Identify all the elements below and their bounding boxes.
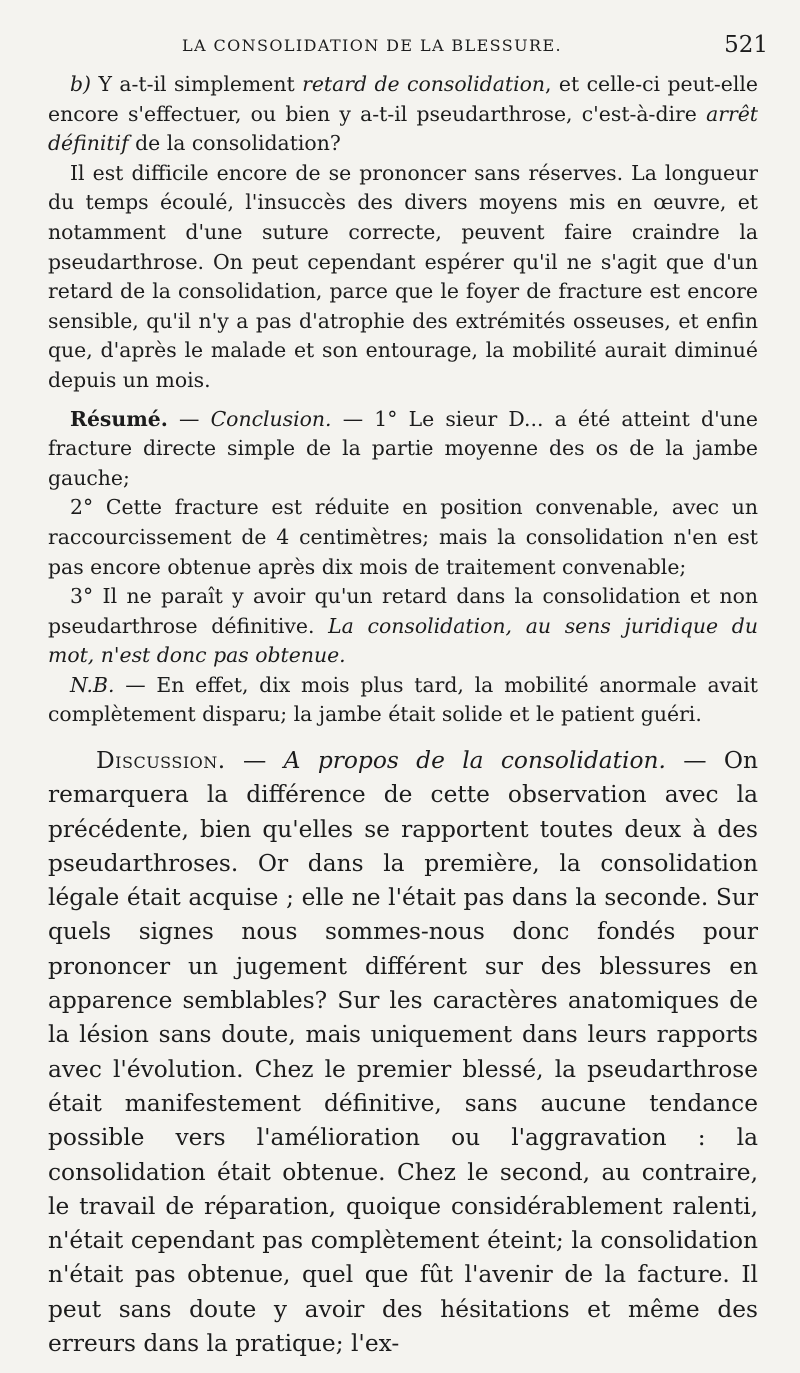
observation-block (48, 70, 758, 730)
page-number: 521 (724, 32, 768, 58)
page-header (48, 32, 768, 62)
paragraph-b: b) Y a-t-il simplement retard de consolidation, et celle-ci peut-elle encore s'effectuer, ou bien y a-t-il pseudarthrose, c'est-à-dire arrêt définitif de la consolidation? (48, 72, 758, 156)
paragraph-difficile: Il est difficile encore de se prononcer sans réserves. La longueur du temps écoulé, l'insuccès des divers moyens mis en œuvre, et notamment d'une suture correcte, peuvent faire craindre la pseudarthrose. On peut cependant espérer qu'il ne s'agit que d'un retard de la consolidation, parce que le foyer de fracture est encore sensible, qu'il n'y a pas d'atrophie des extrémités osseuses, et enfin que, d'après le malade et son entourage, la mobilité aurait diminué depuis un mois. (48, 160, 758, 392)
discussion-subtitle: A propos de la consolidation. (283, 747, 666, 774)
item-label: b) (70, 72, 92, 96)
point-1: 1° Le sieur D... a été atteint d'une fracture directe simple de la partie moyenne des os de la jambe gauche; (48, 406, 759, 490)
nb-label: N.B. (70, 672, 115, 697)
conclusion-label: Conclusion. (210, 406, 332, 431)
running-title: LA CONSOLIDATION DE LA BLESSURE. (182, 36, 563, 55)
discussion-text: On remarquera la différence de cette observation avec la précédente, bien qu'elles se rapportent toutes deux à des pseudarthroses. Or dans la première, la consolidation légale était acquise ; elle ne l'était pas dans la seconde. Sur quels signes nous sommes-nous donc fondés pour prononcer un jugement différent sur des blessures en apparence semblables? Sur les caractères anatomiques de la lésion sans doute, mais uniquement dans leurs rapports avec l'évolution. Chez le premier blessé, la pseudarthrose était manifestement définitive, sans aucune tendance possible vers l'amélioration ou l'aggravation : la consolidation était obtenue. Chez le second, au contraire, le travail de réparation, quoique considérablement ralenti, n'était cependant pas complètement éteint; la consolidation n'était pas obtenue, quel que fût l'avenir de la facture. Il peut sans doute y avoir des hésitations et même des erreurs dans la pratique; l'ex- (48, 747, 759, 1358)
resume-paragraph: Résumé. — Conclusion. — 1° Le sieur D... a été atteint d'une fracture directe simple de la partie moyenne des os de la jambe gauche; (48, 406, 759, 490)
point-2: 2° Cette fracture est réduite en position convenable, avec un raccourcissement de 4 centimètres; mais la consolidation n'en est pas encore obtenue après dix mois de traitement convenable; (48, 495, 758, 579)
discussion-label: Discussion. (96, 747, 226, 774)
nota-bene: N.B. — En effet, dix mois plus tard, la mobilité anormale avait complètement disparu; la jambe était solide et le patient guéri. (48, 672, 758, 727)
discussion-paragraph: Discussion. — A propos de la consolidation. — On remarquera la différence de cette observation avec la précédente, bien qu'elles se rapportent toutes deux à des pseudarthroses. Or dans la première, la consolidation légale était acquise ; elle ne l'était pas dans la seconde. Sur quels signes nous sommes-nous donc fondés pour prononcer un jugement différent sur des blessures en apparence semblables? Sur les caractères anatomiques de la lésion sans doute, mais uniquement dans leurs rapports avec l'évolution. Chez le premier blessé, la pseudarthrose était manifestement définitive, sans aucune tendance possible vers l'amélioration ou l'aggravation : la consolidation était obtenue. Chez le second, au contraire, le travail de réparation, quoique considérablement ralenti, n'était cependant pas complètement éteint; la consolidation n'était pas obtenue, quel que fût l'avenir de la facture. Il peut sans doute y avoir des hésitations et même des erreurs dans la pratique; l'ex- (48, 747, 759, 1358)
discussion-block (48, 744, 758, 1361)
resume-label: Résumé. (70, 406, 168, 431)
point-3: 3° Il ne paraît y avoir qu'un retard dans la consolidation et non pseudarthrose définitive. La consolidation, au sens juridique du mot, n'est donc pas obtenue. (48, 584, 758, 668)
